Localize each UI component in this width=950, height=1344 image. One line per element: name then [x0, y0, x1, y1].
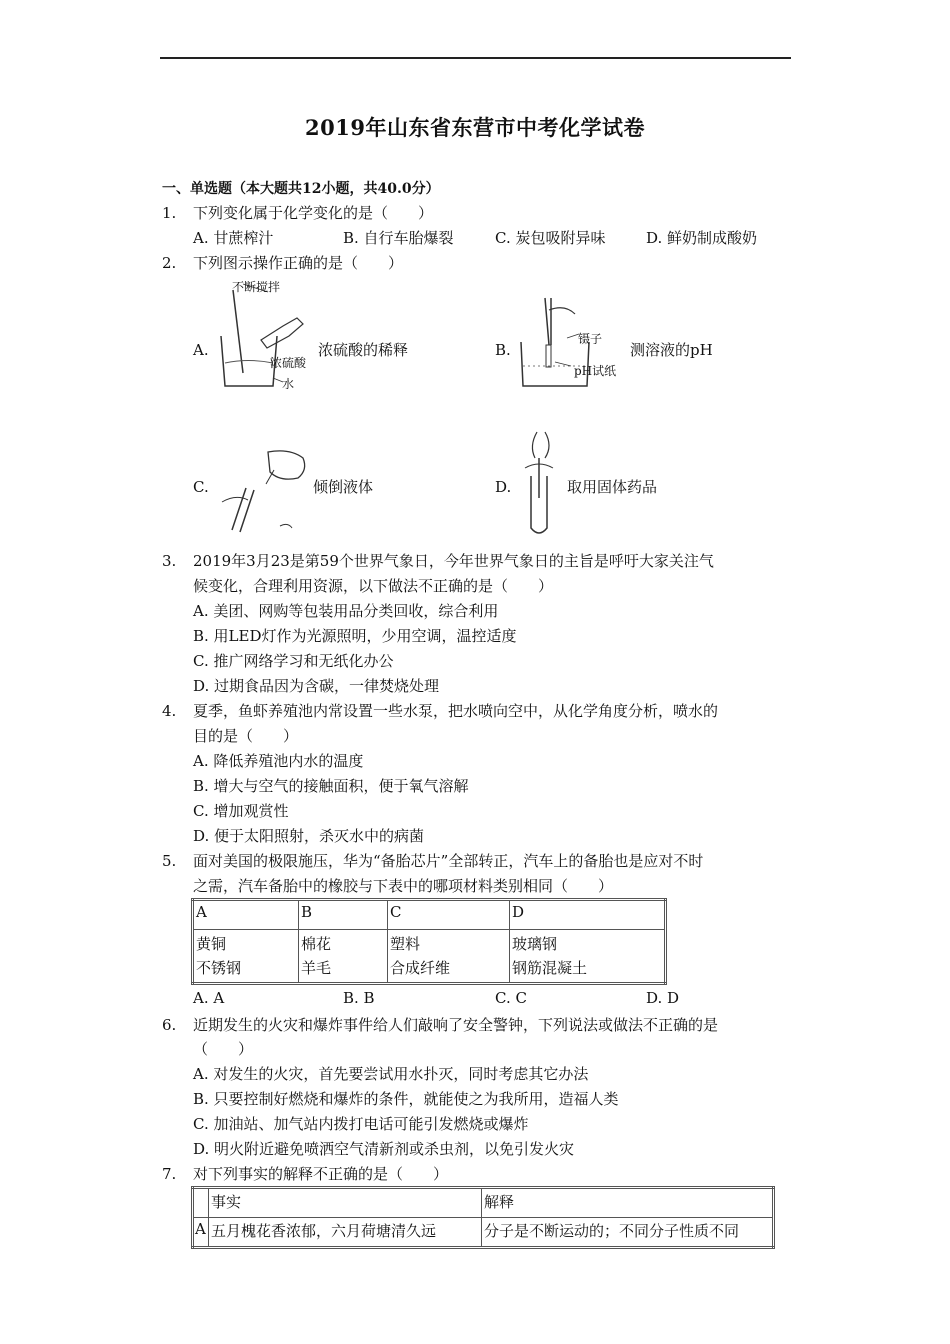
- q2-option-c-caption: 倾倒液体: [313, 478, 374, 496]
- q3-option-b: B. 用LED灯作为光源照明，少用空调，温控适度: [193, 627, 517, 645]
- table-cell: 五月槐花香浓郁，六月荷塘清久远: [209, 1218, 482, 1248]
- fig-label-water: 水: [282, 377, 295, 391]
- cell-line: 黄铜: [196, 935, 227, 953]
- table-cell: [510, 930, 666, 984]
- q1-option-c: C. 炭包吸附异味: [495, 229, 606, 247]
- q6-stem-line2: （ ）: [193, 1040, 254, 1058]
- q5-option-d: D. D: [646, 989, 680, 1007]
- q3-number: 3.: [162, 552, 177, 570]
- top-rule: [160, 57, 791, 59]
- table-header-cell: [193, 1188, 209, 1218]
- q2-number: 2.: [162, 254, 177, 272]
- fig-label-tweezers: 镊子: [578, 332, 603, 346]
- q6-option-c: C. 加油站、加气站内拨打电话可能引发燃烧或爆炸: [193, 1115, 529, 1133]
- q7-facts-table: [191, 1186, 775, 1249]
- q4-stem-line1: 夏季，鱼虾养殖池内常设置一些水泵，把水喷向空中，从化学角度分析，喷水的: [193, 702, 719, 720]
- q3-option-a: A. 美团、网购等包装用品分类回收，综合利用: [193, 602, 499, 620]
- table-cell: A: [193, 1218, 209, 1248]
- q2-option-a-caption: 浓硫酸的稀释: [318, 341, 409, 359]
- fig-label-stir: 不断搅拌: [232, 280, 281, 294]
- q1-option-a: A. 甘蔗榨汁: [193, 229, 274, 247]
- table-header-cell: A: [193, 900, 299, 930]
- table-row: [193, 1218, 774, 1248]
- cell-line: 羊毛: [301, 959, 332, 977]
- q4-option-d: D. 便于太阳照射，杀灭水中的病菌: [193, 827, 425, 845]
- q2-option-d-caption: 取用固体药品: [567, 478, 658, 496]
- pouring-liquid-figure: [218, 440, 313, 540]
- table-header-cell: 解释: [482, 1188, 774, 1218]
- q2-option-c-letter: C.: [193, 478, 209, 496]
- q5-number: 5.: [162, 852, 177, 870]
- q2-option-d-letter: D.: [495, 478, 512, 496]
- q5-option-c: C. C: [495, 989, 527, 1007]
- table-header-cell: 事实: [209, 1188, 482, 1218]
- section-heading: 一、单选题（本大题共12小题，共40.0分）: [162, 181, 440, 197]
- q4-stem-line2: 目的是（ ）: [193, 727, 299, 745]
- fig-label-acid: 浓硫酸: [270, 356, 307, 370]
- q5-option-b: B. B: [343, 989, 375, 1007]
- q2-option-b-letter: B.: [495, 341, 511, 359]
- q5-option-a: A. A: [193, 989, 225, 1007]
- q2-option-a-letter: A.: [193, 341, 209, 359]
- solid-reagent-figure: [515, 428, 565, 540]
- cell-line: 玻璃钢: [512, 935, 558, 953]
- q6-option-d: D. 明火附近避免喷洒空气清新剂或杀虫剂，以免引发火灾: [193, 1140, 575, 1158]
- table-header-cell: B: [299, 900, 388, 930]
- q6-number: 6.: [162, 1016, 177, 1034]
- q5-materials-table: [191, 898, 667, 985]
- table-cell: [193, 930, 299, 984]
- q4-number: 4.: [162, 702, 177, 720]
- q4-option-b: B. 增大与空气的接触面积，便于氧气溶解: [193, 777, 469, 795]
- q5-stem-line1: 面对美国的极限施压，华为“备胎芯片”全部转正，汽车上的备胎也是应对不时: [193, 852, 704, 870]
- q1-stem: 下列变化属于化学变化的是（ ）: [193, 204, 434, 222]
- q3-stem-line1: 2019年3月23是第59个世界气象日，今年世界气象日的主旨是呼吁大家关注气: [193, 552, 714, 570]
- q1-option-b: B. 自行车胎爆裂: [343, 229, 454, 247]
- table-cell: [299, 930, 388, 984]
- q6-option-a: A. 对发生的火灾，首先要尝试用水扑灭，同时考虑其它办法: [193, 1065, 589, 1083]
- table-cell: 分子是不断运动的；不同分子性质不同: [482, 1218, 774, 1248]
- table-row: [193, 1188, 774, 1218]
- q1-option-d: D. 鲜奶制成酸奶: [646, 229, 758, 247]
- table-header-cell: C: [388, 900, 510, 930]
- q7-stem: 对下列事实的解释不正确的是（ ）: [193, 1165, 449, 1183]
- q6-stem-line1: 近期发生的火灾和爆炸事件给人们敲响了安全警钟，下列说法或做法不正确的是: [193, 1016, 719, 1034]
- q3-stem-line2: 候变化，合理利用资源，以下做法不正确的是（ ）: [193, 577, 554, 595]
- table-row: [193, 900, 666, 930]
- q3-option-c: C. 推广网络学习和无纸化办公: [193, 652, 394, 670]
- cell-line: 钢筋混凝土: [512, 959, 588, 977]
- q3-option-d: D. 过期食品因为含碳，一律焚烧处理: [193, 677, 440, 695]
- q4-option-c: C. 增加观赏性: [193, 802, 289, 820]
- q2-option-b-caption: 测溶液的pH: [630, 341, 713, 359]
- q1-number: 1.: [162, 204, 177, 222]
- page-title: 2019年山东省东营市中考化学试卷: [305, 115, 645, 140]
- cell-line: 不锈钢: [196, 959, 242, 977]
- cell-line: 合成纤维: [390, 959, 451, 977]
- q5-stem-line2: 之需，汽车备胎中的橡胶与下表中的哪项材料类别相同（ ）: [193, 877, 614, 895]
- q4-option-a: A. 降低养殖池内水的温度: [193, 752, 364, 770]
- q7-number: 7.: [162, 1165, 177, 1183]
- cell-line: 棉花: [301, 935, 332, 953]
- q2-stem: 下列图示操作正确的是（ ）: [193, 254, 404, 272]
- table-header-cell: D: [510, 900, 666, 930]
- table-cell: [388, 930, 510, 984]
- table-row: [193, 930, 666, 984]
- q6-option-b: B. 只要控制好燃烧和爆炸的条件，就能使之为我所用，造福人类: [193, 1090, 619, 1108]
- cell-line: 塑料: [390, 935, 421, 953]
- fig-label-ph-paper: pH试纸: [574, 364, 617, 378]
